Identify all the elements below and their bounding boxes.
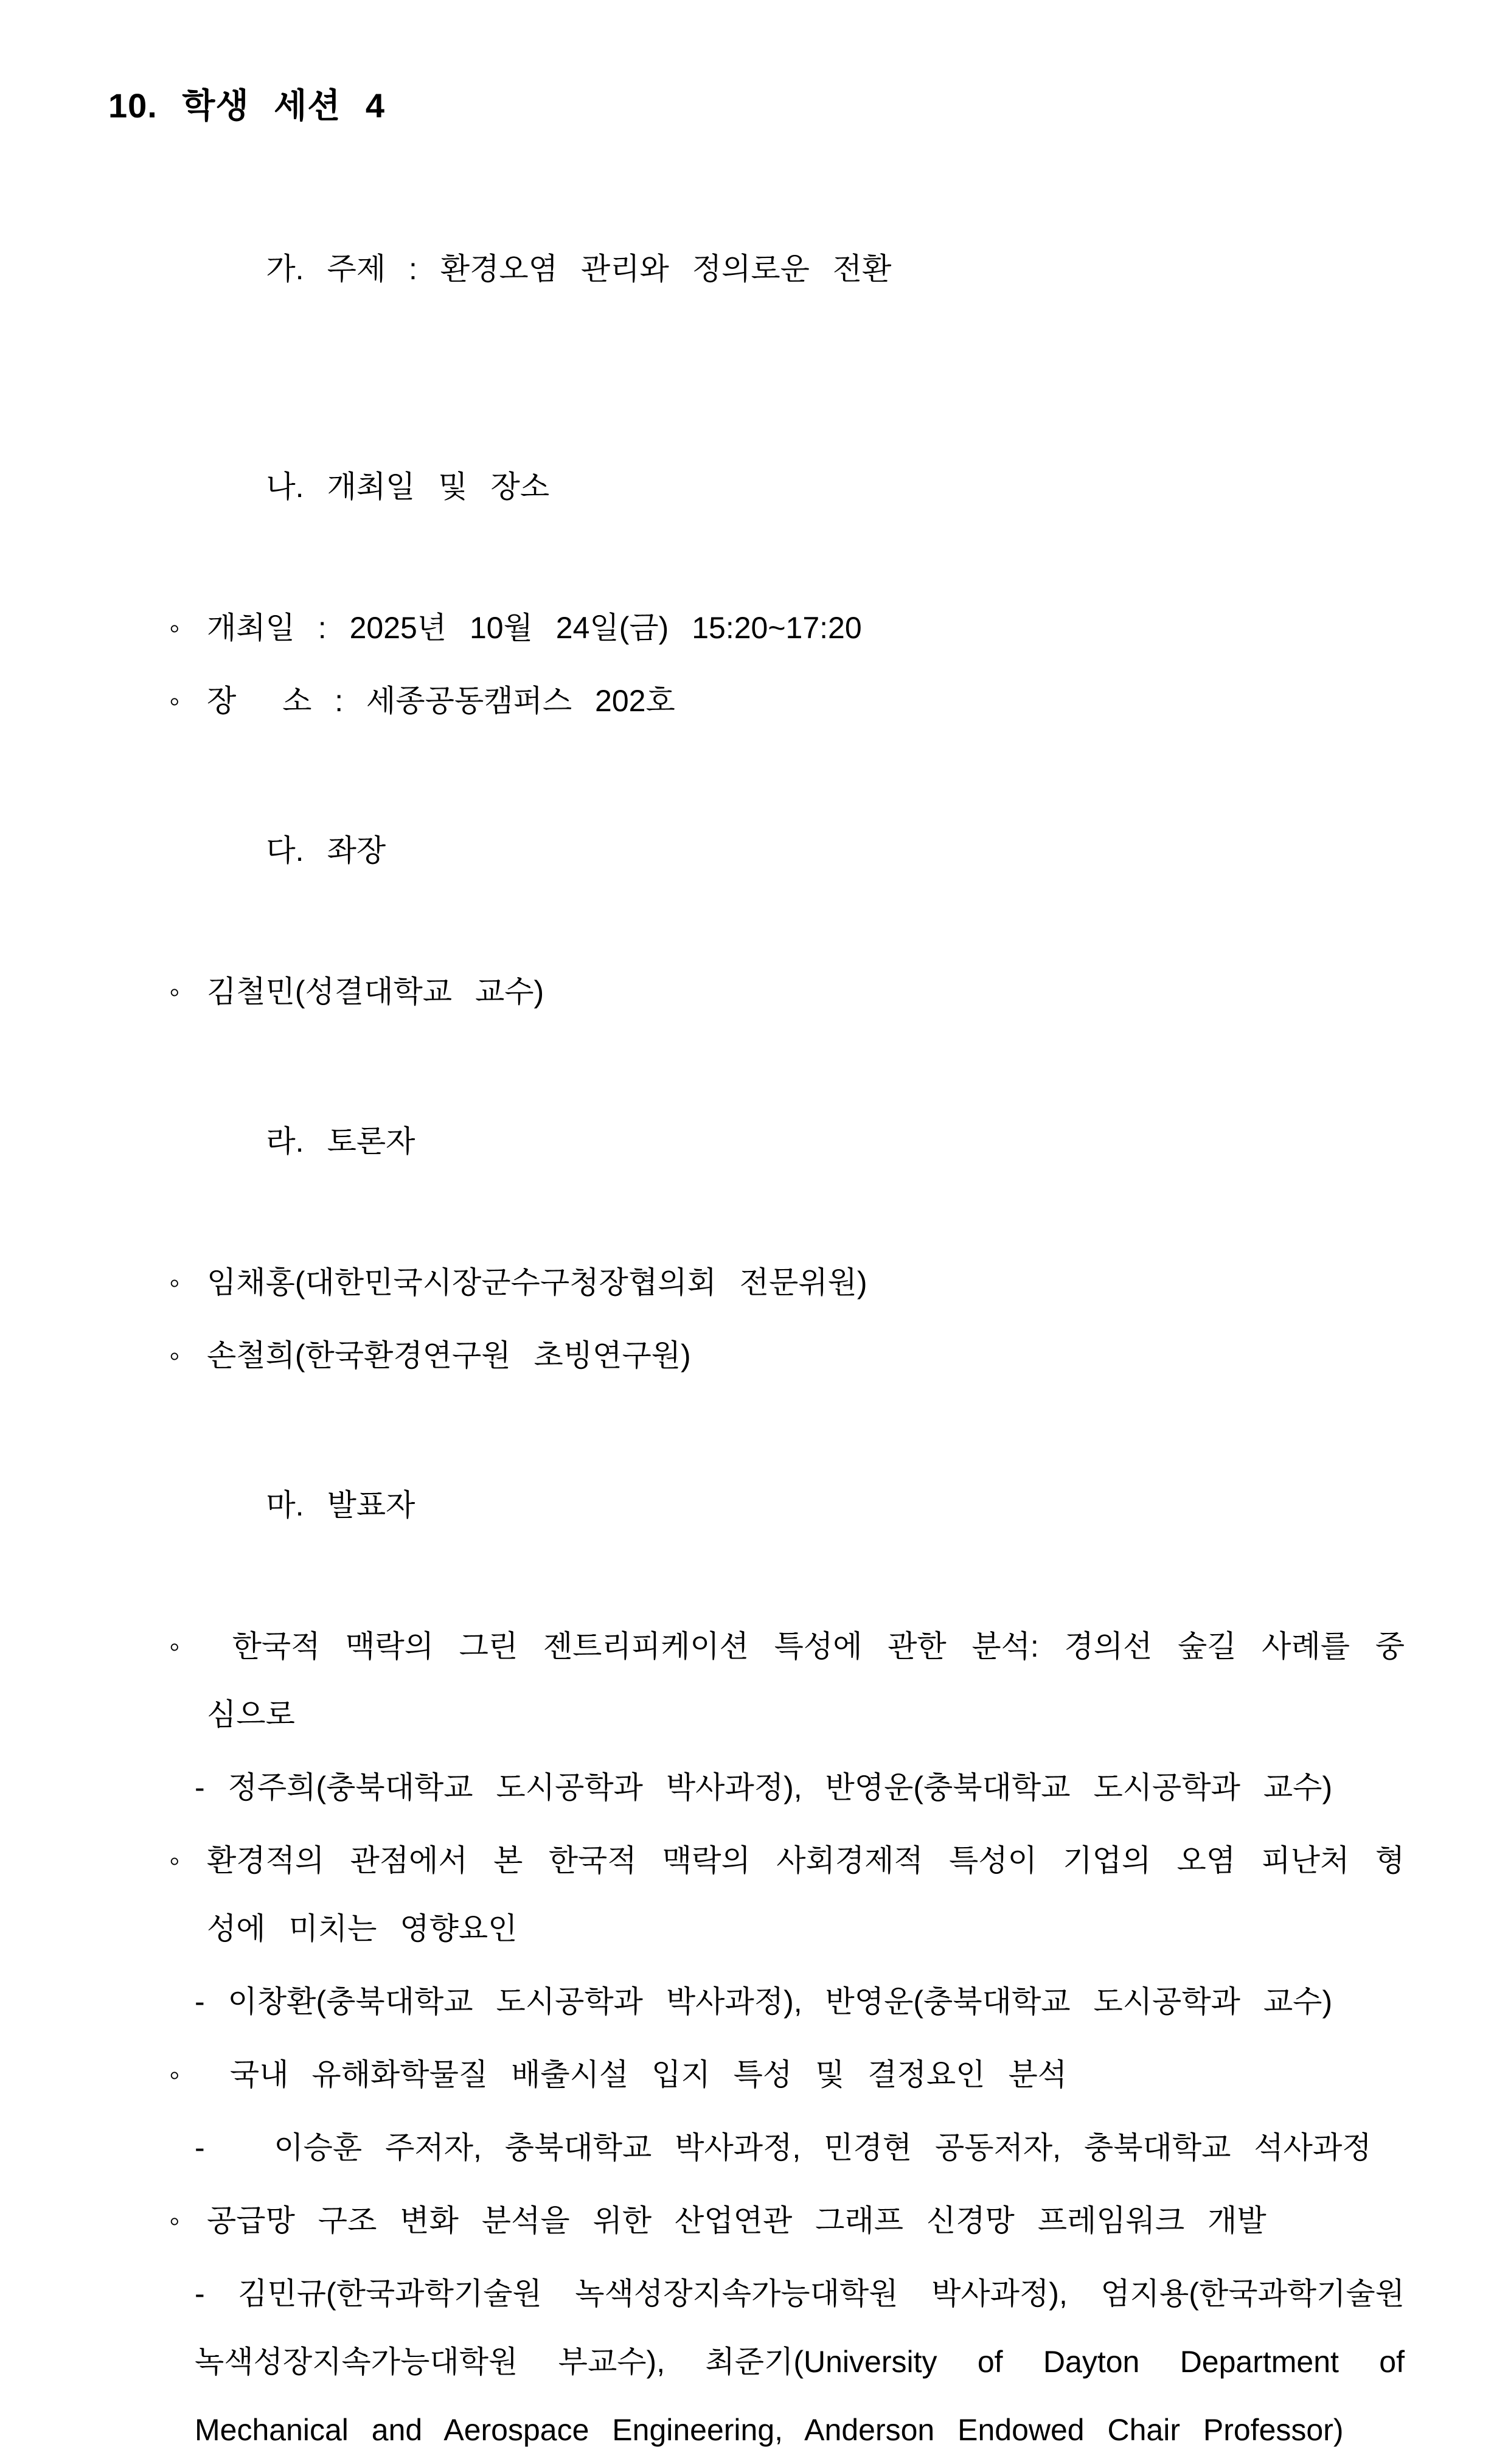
list-item-row: [169, 2187, 1405, 2255]
section-heading: 개최일 및 장소: [327, 470, 550, 504]
bullet-marker: ◦: [169, 2204, 180, 2238]
list-item-row: [169, 1826, 1405, 1963]
page-title: 10. 학생 세션 4: [108, 86, 386, 125]
section: [108, 1039, 1405, 1390]
list-item-row: [169, 958, 1405, 1026]
list-item-row: [169, 667, 1405, 735]
item-subs: [169, 1968, 1405, 2036]
item-text: 한국적 맥락의 그린 젠트리피케이션 특성에 관한 분석: 경의선 숲길 사례를 중심으로: [207, 1629, 1405, 1731]
item-text: 환경적의 관점에서 본 한국적 맥락의 사회경제적 특성이 기업의 오염 피난처 형성에 미치는 영향요인: [207, 1843, 1405, 1946]
item-text: 김철민(성결대학교 교수): [207, 975, 544, 1009]
list-item-row: [169, 1248, 1405, 1317]
item-text: 손철희(한국환경연구원 초빙연구원): [207, 1338, 691, 1373]
section-header: [128, 385, 1405, 589]
sections-container: [108, 167, 1428, 2464]
bullet-marker: ◦: [169, 1265, 180, 1300]
item-text: 공급망 구조 변화 분석을 위한 산업연관 그래프 신경망 프레임워크 개발: [207, 2204, 1267, 2238]
bullet-marker: ◦: [169, 1629, 180, 1663]
section-label: 마.: [266, 1488, 304, 1522]
section-items: [108, 1248, 1405, 1390]
item-text: 국내 유해화학물질 배출시설 입지 특성 및 결정요인 분석: [207, 2058, 1068, 2092]
list-item-row: [169, 594, 1405, 662]
section-header: [128, 167, 1405, 371]
bullet-marker: ◦: [169, 611, 180, 645]
section: [108, 1403, 1428, 2464]
bullet-marker: ◦: [169, 975, 180, 1009]
list-item: [169, 1248, 1405, 1317]
section-items: [108, 1612, 1428, 2464]
item-subs: [169, 2114, 1405, 2182]
section-label: 라.: [266, 1124, 304, 1158]
item-subs: [169, 1753, 1405, 1822]
item-text: 장 소 : 세종공동캠퍼스 202호: [207, 684, 675, 718]
list-item-row: [169, 1612, 1405, 1749]
section-header: [128, 1403, 1405, 1607]
section-heading: 주제 : 환경오염 관리와 정의로운 전환: [327, 252, 892, 286]
section: [108, 748, 1405, 1026]
bullet-marker: ◦: [169, 2058, 180, 2092]
list-item: [169, 594, 1405, 662]
section-label: 다.: [266, 834, 304, 868]
section-heading: 토론자: [327, 1124, 415, 1158]
list-item: [169, 667, 1405, 735]
section-label: 가.: [266, 252, 304, 286]
section-heading: 좌장: [327, 834, 386, 868]
bullet-marker: ◦: [169, 1843, 180, 1878]
sub-item-text: - 정주희(충북대학교 도시공학과 박사과정), 반영운(충북대학교 도시공학과 교수): [195, 1770, 1333, 1804]
list-item-row: [169, 2041, 1405, 2109]
list-item: [169, 2187, 1428, 2464]
list-item: [169, 1612, 1405, 1822]
sub-item-text: - 이창환(충북대학교 도시공학과 박사과정), 반영운(충북대학교 도시공학과 교수): [195, 1985, 1333, 2019]
sub-item-text: - 이승훈 주저자, 충북대학교 박사과정, 민경현 공동저자, 충북대학교 석사과정: [195, 2131, 1372, 2165]
section: [108, 385, 1405, 735]
item-text: 개최일 : 2025년 10월 24일(금) 15:20~17:20: [207, 611, 862, 645]
list-item: [169, 2041, 1405, 2182]
list-item: [169, 1826, 1405, 2036]
section-header: [128, 1039, 1405, 1244]
section-header: [128, 748, 1405, 953]
sub-item-text: - 김민규(한국과학기술원 녹색성장지속가능대학원 박사과정), 엄지용(한국과학기술원 녹색성장지속가능대학원 부교수), 최준기(University of Dayton Department of Mechanical and Aerospace Engineering, Anderson Endowed Chair Professor): [195, 2277, 1428, 2447]
item-text: 임채홍(대한민국시장군수구청장협의회 전문위원): [207, 1265, 867, 1300]
section-heading: 발표자: [327, 1488, 415, 1522]
bullet-marker: ◦: [169, 684, 180, 718]
list-item: [169, 958, 1405, 1026]
bullet-marker: ◦: [169, 1338, 180, 1373]
section-label: 나.: [266, 470, 304, 504]
section-items: [108, 958, 1405, 1026]
list-item: [169, 1321, 1405, 1390]
section-items: [108, 594, 1405, 735]
item-subs: [169, 2260, 1428, 2464]
list-item-row: [169, 1321, 1405, 1390]
section: [108, 167, 1405, 371]
